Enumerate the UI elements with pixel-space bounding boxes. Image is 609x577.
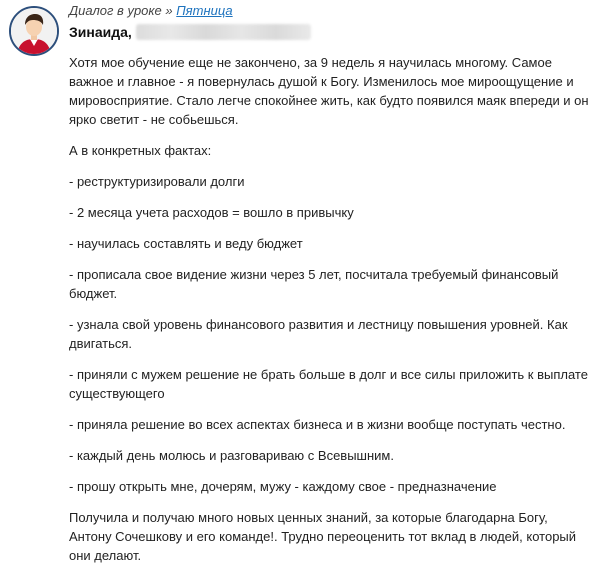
message-list-item: - каждый день молюсь и разговариваю с Всевышним. — [69, 448, 394, 463]
message-list-item: - прошу открыть мне, дочерям, мужу - каждому свое - предназначение — [69, 479, 497, 494]
message-paragraph: А в конкретных фактах: — [69, 143, 212, 158]
author-name: Зинаида, — [69, 24, 132, 40]
message-body — [69, 53, 589, 577]
message-list-item: - приняли с мужем решение не брать больше в долг и все силы приложить к выплате существующего — [69, 367, 588, 401]
message-list-item: - прописала свое видение жизни через 5 лет, посчитала требуемый финансовый бюджет. — [69, 267, 559, 301]
message-author — [69, 24, 311, 40]
message-list-item: - реструктуризировали долги — [69, 174, 245, 189]
message-paragraph: Хотя мое обучение еще не закончено, за 9 недель я научилась многому. Самое важное и главное - я повернулась душой к Богу. Изменилось мое мироощущение и мировосприятие. Стало легче спокойнее жить, как будто появился маяк впереди и он ярко светит - не собьешься. — [69, 55, 589, 127]
breadcrumb-prefix: Диалог в уроке » — [69, 3, 173, 18]
message-list-item: - приняла решение во всех аспектах бизнеса и в жизни вообще поступать честно. — [69, 417, 566, 432]
message-list-item: - 2 месяца учета расходов = вошло в привычку — [69, 205, 354, 220]
message-list-item: - научилась составлять и веду бюджет — [69, 236, 303, 251]
user-avatar-icon — [11, 8, 57, 54]
breadcrumb — [69, 3, 233, 18]
breadcrumb-link-friday[interactable]: Пятница — [176, 3, 233, 18]
avatar — [9, 6, 59, 56]
blurred-surname — [136, 24, 311, 40]
message-paragraph: Получила и получаю много новых ценных знаний, за которые благодарна Богу, Антону Сочешкову и его команде!. Трудно переоценить тот вклад в людей, который они делают. — [69, 510, 577, 563]
message-list-item: - узнала свой уровень финансового развития и лестницу повышения уровней. Как двигаться. — [69, 317, 568, 351]
